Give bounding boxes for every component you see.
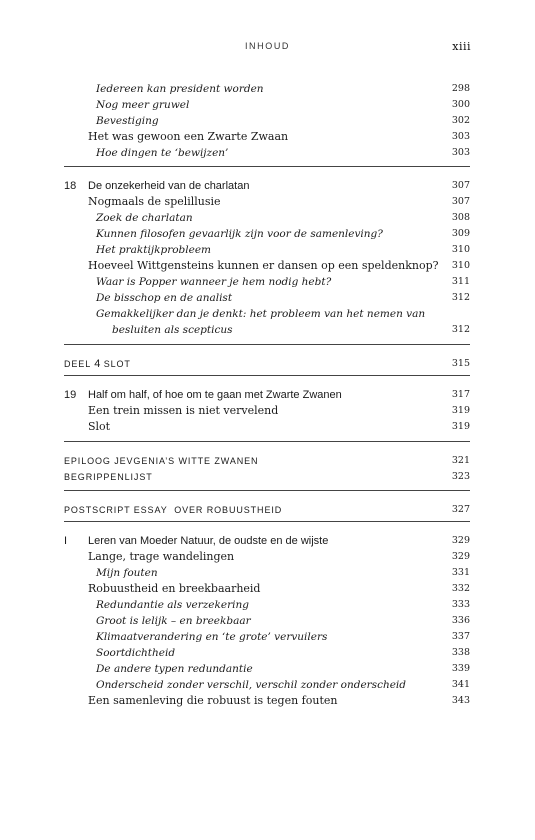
toc-entry-page: 311	[451, 276, 470, 287]
toc-entry-title: Hoe dingen te ‘bewijzen’	[96, 147, 229, 159]
section-divider	[64, 490, 470, 491]
section-divider	[64, 521, 470, 522]
toc-entry-title: Groot is lelijk – en breekbaar	[96, 615, 251, 627]
toc-entry-page: 341	[451, 679, 470, 690]
toc-section[interactable]	[64, 419, 470, 435]
toc-glossary[interactable]	[64, 469, 470, 485]
toc-section[interactable]	[64, 403, 470, 419]
part-prefix: DEEL	[64, 359, 91, 369]
toc-entry[interactable]	[64, 677, 470, 693]
toc-entry[interactable]	[64, 306, 470, 322]
chapter-page: 317	[451, 389, 470, 400]
toc-entry-title: Kunnen filosofen gevaarlijk zijn voor de samenleving?	[96, 228, 383, 240]
toc-section[interactable]	[64, 194, 470, 210]
toc-entry-title: besluiten als scepticus	[112, 324, 233, 336]
toc-entry-title: Gemakkelijker dan je denkt: het probleem van het nemen van	[96, 308, 426, 320]
toc-entry[interactable]	[64, 81, 470, 97]
toc-entry-title: Mijn fouten	[96, 567, 158, 579]
toc-section-page: 329	[451, 551, 470, 562]
chapter-page: 329	[451, 535, 470, 546]
toc-postscript[interactable]	[64, 502, 470, 518]
toc-epilogue[interactable]	[64, 453, 470, 469]
toc-section-title: Een samenleving die robuust is tegen fouten	[88, 694, 338, 707]
toc-section-title: Hoeveel Wittgensteins kunnen er dansen op een speldenknop?	[88, 259, 439, 272]
section-divider	[64, 375, 470, 376]
chapter-page: 307	[451, 180, 470, 191]
toc-entry-title: Redundantie als verzekering	[96, 599, 249, 611]
toc-entry-page: 309	[451, 228, 470, 239]
postscript-title: POSTSCRIPT ESSAY OVER ROBUUSTHEID	[64, 505, 283, 515]
toc-entry-title: Bevestiging	[96, 115, 159, 127]
toc-entry-page: 333	[451, 599, 470, 610]
toc-entry-title: De bisschop en de analist	[96, 292, 233, 304]
toc-entry[interactable]	[64, 597, 470, 613]
toc-entry-page: 331	[451, 567, 470, 578]
toc-entry-title: Zoek de charlatan	[96, 212, 193, 224]
toc-entry-title: Iedereen kan president worden	[96, 83, 264, 95]
toc-entry[interactable]	[64, 629, 470, 645]
toc-section-title: Een trein missen is niet vervelend	[88, 404, 279, 417]
toc-section-page: 319	[451, 405, 470, 416]
running-header	[0, 41, 535, 55]
toc-entry-page: 337	[451, 631, 470, 642]
part-heading	[64, 356, 131, 372]
toc-entry-page: 300	[451, 99, 470, 110]
toc-entry[interactable]	[64, 290, 470, 306]
toc-entry-page: 302	[451, 115, 470, 126]
toc-section[interactable]	[64, 129, 470, 145]
toc-entry[interactable]	[64, 645, 470, 661]
toc-entry[interactable]	[64, 565, 470, 581]
toc-chapter-I[interactable]	[64, 533, 470, 549]
toc-entry-title: Onderscheid zonder verschil, verschil zonder onderscheid	[96, 679, 407, 691]
toc-section-page: 307	[451, 196, 470, 207]
toc-entry-title: Nog meer gruwel	[96, 99, 190, 111]
toc-section-page: 303	[451, 131, 470, 142]
chapter-number: 19	[64, 389, 77, 401]
toc-entry[interactable]	[64, 242, 470, 258]
toc-section-page: 343	[451, 695, 470, 706]
toc-section[interactable]	[64, 258, 470, 274]
section-divider	[64, 441, 470, 442]
toc-section-title: Lange, trage wandelingen	[88, 550, 235, 563]
toc-entry-page: 312	[451, 292, 470, 303]
epilogue-title: EPILOOG JEVGENIA’S WITTE ZWANEN	[64, 456, 259, 466]
toc-entry-title: Soortdichtheid	[96, 647, 176, 659]
toc-entry-title: Het praktijkprobleem	[96, 244, 212, 256]
toc-section-title: Nogmaals de spelillusie	[88, 195, 221, 208]
toc-entry-page: 338	[451, 647, 470, 658]
toc-entry-continuation[interactable]	[64, 322, 470, 338]
section-divider	[64, 166, 470, 167]
toc-entry[interactable]	[64, 113, 470, 129]
glossary-page: 323	[451, 471, 470, 482]
toc-section[interactable]	[64, 549, 470, 565]
glossary-title: BEGRIPPENLIJST	[64, 472, 153, 482]
toc-entry-page: 308	[451, 212, 470, 223]
toc-section-page: 332	[451, 583, 470, 594]
toc-chapter-19[interactable]	[64, 387, 470, 403]
toc-section[interactable]	[64, 581, 470, 597]
toc-entry[interactable]	[64, 613, 470, 629]
toc-section-title: Het was gewoon een Zwarte Zwaan	[88, 130, 289, 143]
toc-section-page: 310	[451, 260, 470, 271]
part-number: 4	[94, 358, 101, 370]
toc-entry-title: De andere typen redundantie	[96, 663, 253, 675]
toc-section-title: Robuustheid en breekbaarheid	[88, 582, 261, 595]
toc-entry[interactable]	[64, 226, 470, 242]
toc-entry-page: 336	[451, 615, 470, 626]
part-title: SLOT	[103, 359, 131, 369]
part-page: 315	[451, 358, 470, 369]
toc-entry-page: 339	[451, 663, 470, 674]
toc-entry-title: Klimaatverandering en ‘te grote’ vervuilers	[96, 631, 328, 643]
chapter-title: Leren van Moeder Natuur, de oudste en de wijste	[88, 535, 329, 547]
toc-entry[interactable]	[64, 274, 470, 290]
toc-entry-page: 303	[451, 147, 470, 158]
chapter-number: I	[64, 535, 68, 547]
running-header-title: INHOUD	[244, 41, 291, 51]
postscript-page: 327	[451, 504, 470, 515]
page-number: xiii	[452, 40, 471, 53]
toc-entry[interactable]	[64, 145, 470, 161]
chapter-title: De onzekerheid van de charlatan	[88, 180, 250, 192]
toc-section-page: 319	[451, 421, 470, 432]
toc-section[interactable]	[64, 693, 470, 709]
toc-entry-title: Waar is Popper wanneer je hem nodig hebt?	[96, 276, 332, 288]
toc-entry[interactable]	[64, 661, 470, 677]
epilogue-page: 321	[451, 455, 470, 466]
toc-entry-page: 312	[451, 324, 470, 335]
toc-entry-page: 310	[451, 244, 470, 255]
toc-entry[interactable]	[64, 210, 470, 226]
chapter-title: Half om half, of hoe om te gaan met Zwarte Zwanen	[88, 389, 342, 401]
toc-entry-page: 298	[451, 83, 470, 94]
toc-entry[interactable]	[64, 97, 470, 113]
chapter-number: 18	[64, 180, 77, 192]
section-divider	[64, 344, 470, 345]
toc-chapter-18[interactable]	[64, 178, 470, 194]
toc-section-title: Slot	[88, 420, 111, 433]
toc-part-4[interactable]	[64, 356, 470, 372]
